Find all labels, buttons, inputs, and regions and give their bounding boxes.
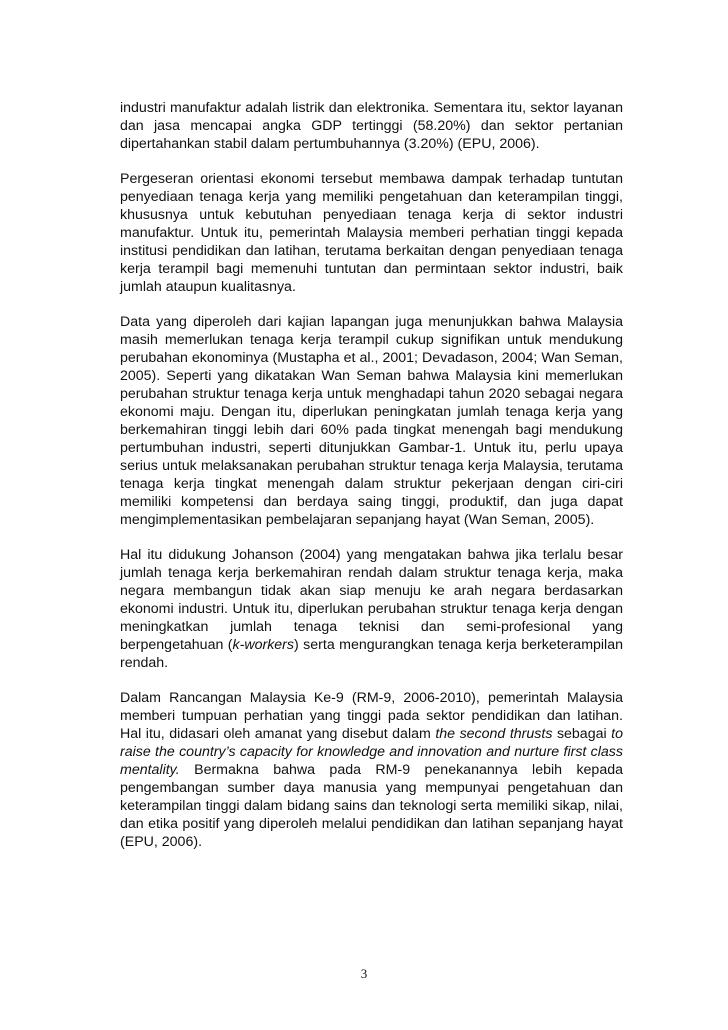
paragraph-text: ) serta mengurangkan tenaga kerja berketerampilan rendah. bbox=[120, 637, 623, 671]
paragraph-text: Hal itu didukung Johanson (2004) yang mengatakan bahwa jika terlalu besar jumlah tenaga kerja berkemahiran rendah dalam struktur tenaga kerja, maka negara membangun tidak akan siap menuju ke arah negara berdasarkan ekonomi industri. Untuk itu, diperlukan perubahan struktur tenaga kerja dengan meningkatkan jumlah tenaga teknisi dan semi-profesional yang berpengetahuan ( bbox=[120, 547, 623, 653]
italic-quote: to raise the country’s capacity for knowledge and innovation and nurture first class mentality. bbox=[120, 726, 623, 778]
body-text bbox=[120, 99, 623, 868]
paragraph-3 bbox=[120, 313, 623, 529]
paragraph-2 bbox=[120, 170, 623, 296]
paragraph-text: Pergeseran orientasi ekonomi tersebut membawa dampak terhadap tuntutan penyediaan tenaga kerja yang memiliki pengetahuan dan keterampilan tinggi, khususnya untuk kebutuhan penyediaan tenaga kerja di sektor industri manufaktur. Untuk itu, pemerintah Malaysia memberi perhatian tinggi kepada institusi pendidikan dan latihan, terutama berkaitan dengan penyediaan tenaga kerja terampil bagi memenuhi tuntutan dan permintaan sektor industri, baik jumlah ataupun kualitasnya. bbox=[120, 171, 623, 295]
paragraph-text: Dalam Rancangan Malaysia Ke-9 (RM-9, 2006-2010), pemerintah Malaysia memberi tumpuan perhatian yang tinggi pada sektor pendidikan dan latihan. Hal itu, didasari oleh amanat yang disebut dalam bbox=[120, 690, 623, 742]
italic-term: the second thrusts bbox=[435, 726, 553, 742]
page-number: 3 bbox=[360, 966, 368, 981]
paragraph-text: Data yang diperoleh dari kajian lapangan juga menunjukkan bahwa Malaysia masih memerlukan tenaga kerja terampil cukup signifikan untuk mendukung perubahan ekonominya (Mustapha et al., 2001; Devadason, 2004; Wan Seman, 2005). Seperti yang dikatakan Wan Seman bahwa Malaysia kini memerlukan perubahan struktur tenaga kerja untuk menghadapi tahun 2020 sebagai negara ekonomi maju. Dengan itu, diperlukan peningkatan jumlah tenaga kerja yang berkemahiran tinggi lebih dari 60% pada tingkat menengah bagi mendukung pertumbuhan industri, seperti ditunjukkan Gambar-1. Untuk itu, perlu upaya serius untuk melaksanakan perubahan struktur tenaga kerja Malaysia, terutama tenaga kerja tingkat menengah dalam struktur pekerjaan dengan ciri-ciri memiliki kompetensi dan berdaya saing tinggi, produktif, dan juga dapat mengimplementasikan pembelajaran sepanjang hayat (Wan Seman, 2005). bbox=[120, 314, 623, 528]
paragraph-5 bbox=[120, 689, 623, 851]
paragraph-text: industri manufaktur adalah listrik dan elektronika. Sementara itu, sektor layanan dan jasa mencapai angka GDP tertinggi (58.20%) dan sektor pertanian dipertahankan stabil dalam pertumbuhannya (3.20%) (EPU, 2006). bbox=[120, 100, 623, 152]
paragraph-1 bbox=[120, 99, 623, 153]
paragraph-text: sebagai bbox=[552, 726, 612, 742]
paragraph-text: Bermakna bahwa pada RM-9 penekanannya lebih kepada pengembangan sumber daya manusia yang mempunyai pengetahuan dan keterampilan tinggi dalam bidang sains dan teknologi serta memiliki sikap, nilai, dan etika positif yang diperoleh melalui pendidikan dan latihan sepanjang hayat (EPU, 2006). bbox=[120, 762, 623, 850]
italic-term: k-workers bbox=[232, 637, 294, 653]
paragraph-4 bbox=[120, 546, 623, 672]
